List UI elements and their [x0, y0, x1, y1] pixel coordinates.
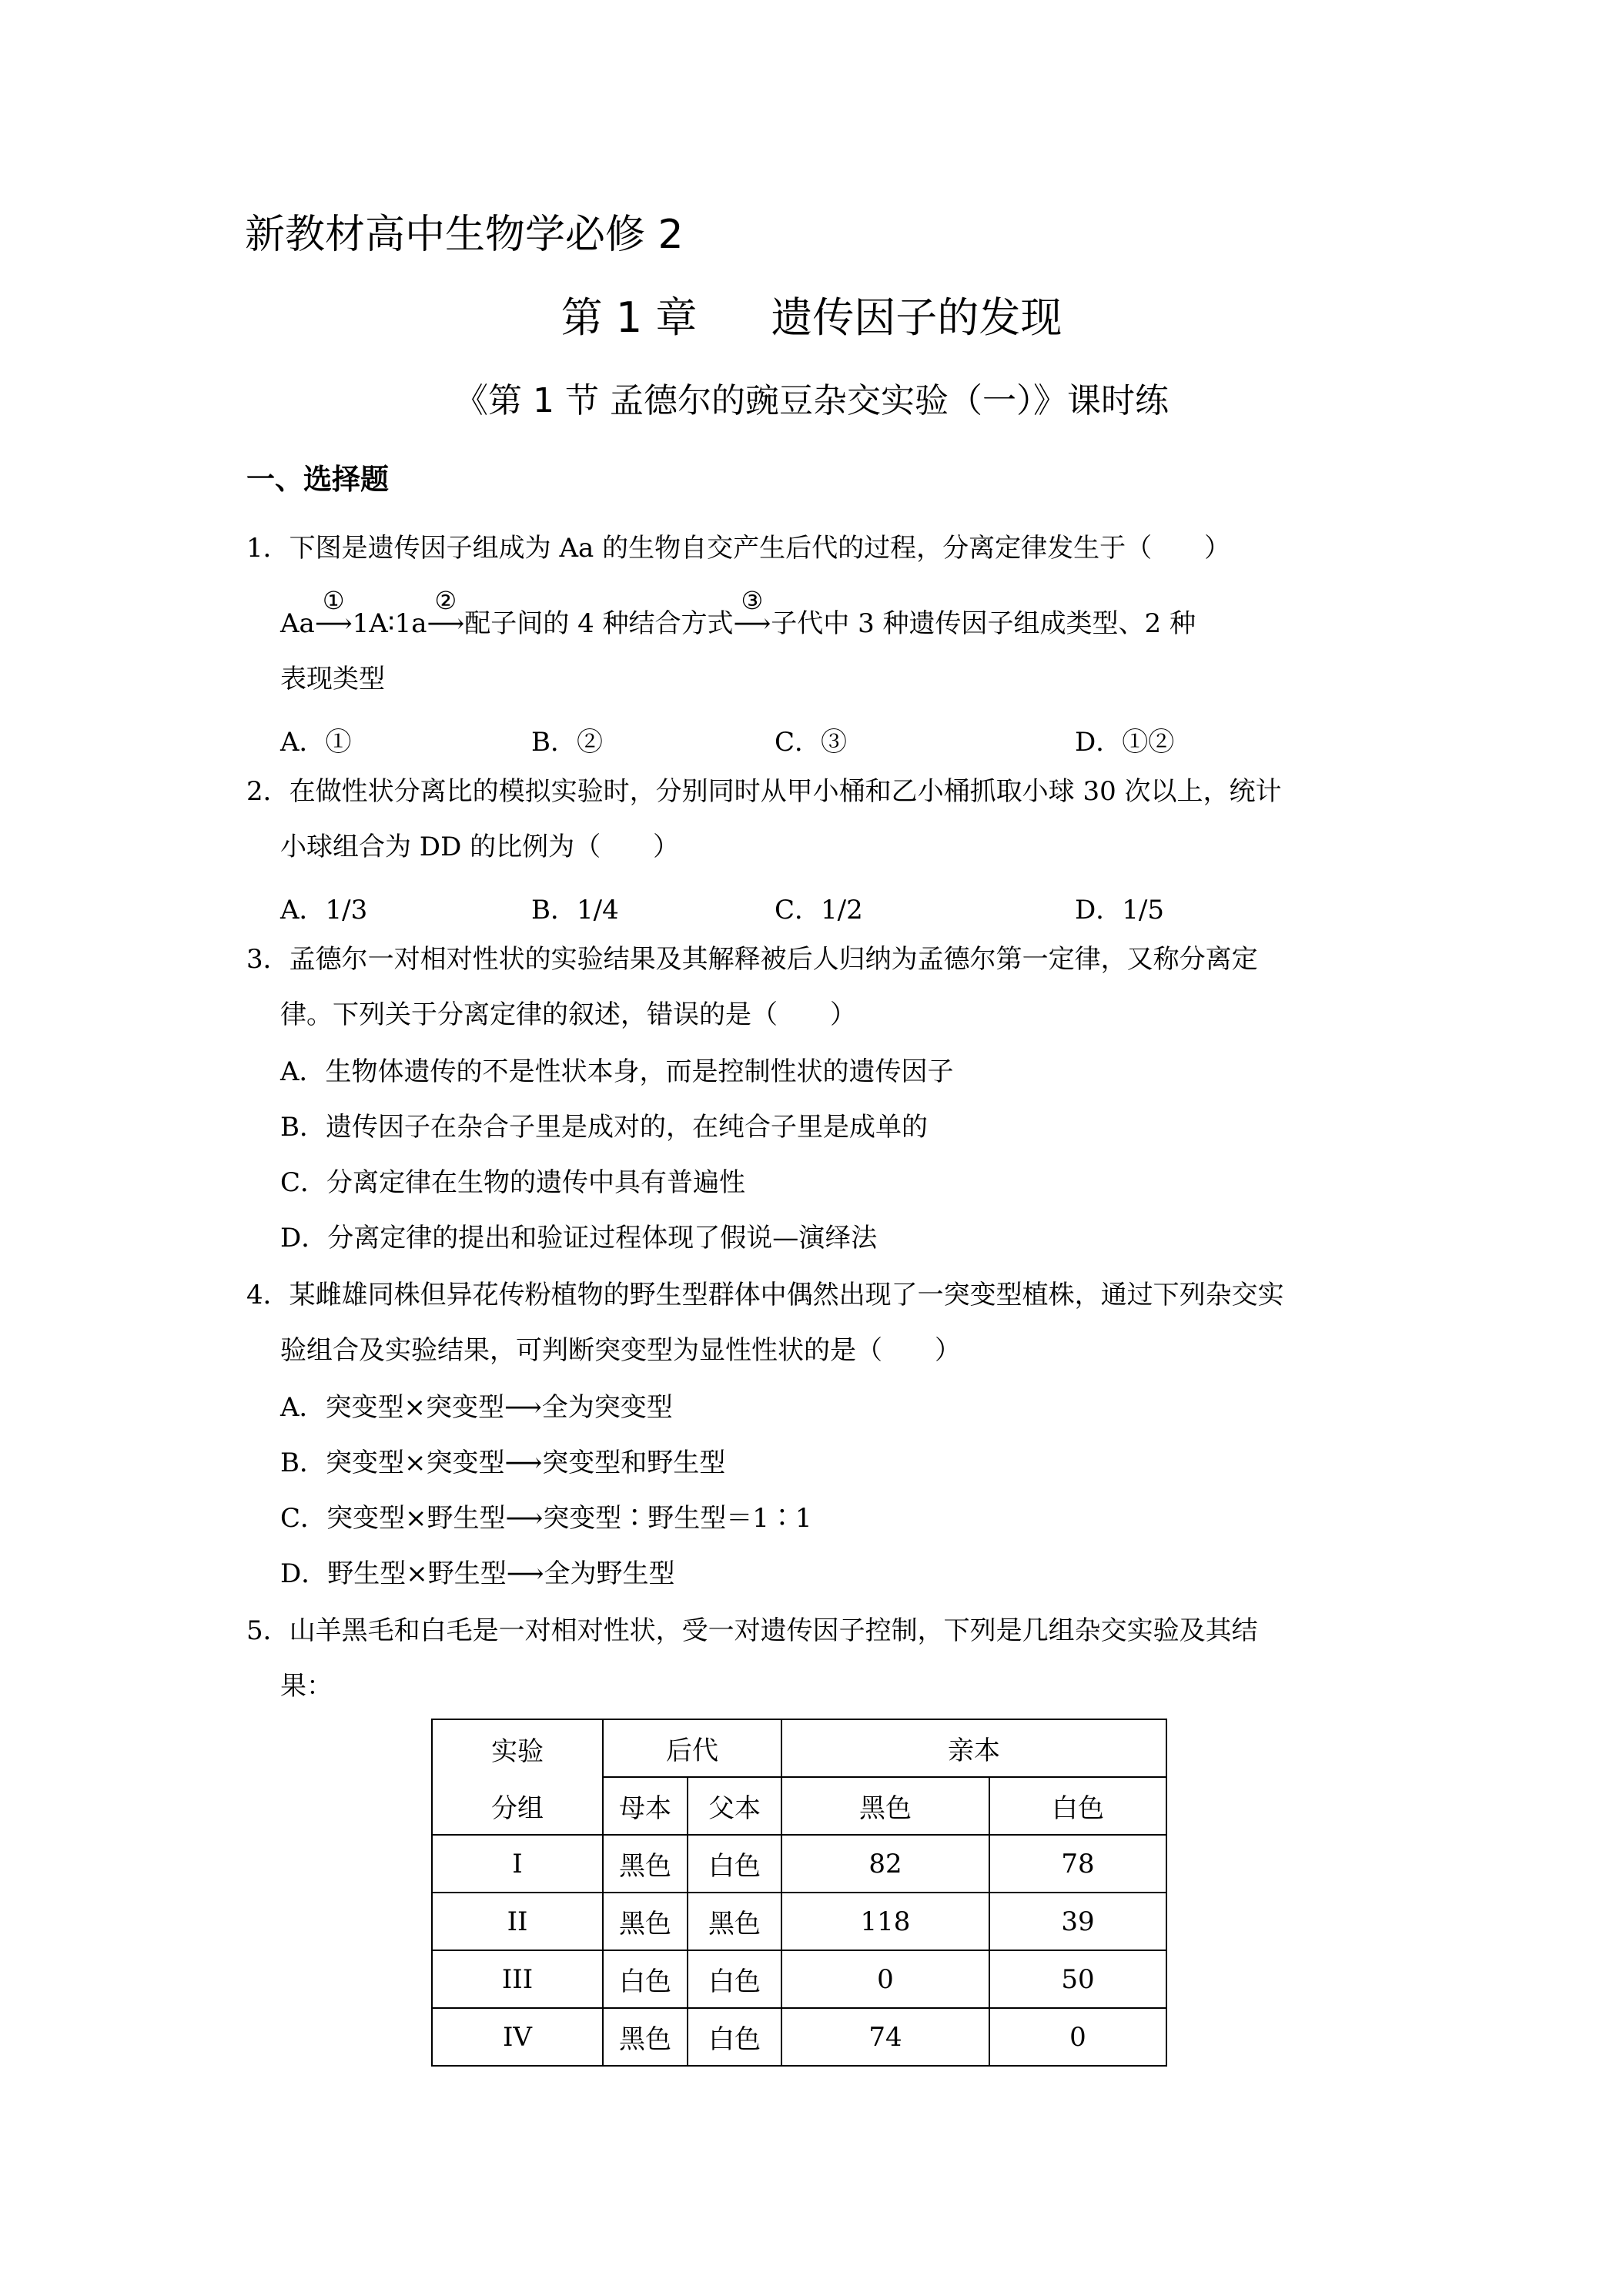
- question-2-stem: 2．在做性状分离比的模拟实验时，分别同时从甲小桶和乙小桶抓取小球 30 次以上，统计: [246, 776, 1282, 807]
- question-4-stem: 4．某雌雄同株但异花传粉植物的野生型群体中偶然出现了一突变型植株，通过下列杂交实: [246, 1280, 1284, 1310]
- cell-black: 118: [781, 1893, 989, 1950]
- table-header-parents: 亲本: [781, 1719, 1166, 1777]
- table-row: [432, 1893, 1166, 1950]
- process-step-1: 1A∶1a: [352, 608, 427, 639]
- cell-white: 0: [989, 2008, 1166, 2066]
- question-3-stem: 3．孟德尔一对相对性状的实验结果及其解释被后人归纳为孟德尔第一定律，又称分离定: [246, 944, 1258, 975]
- question-1-stem: 1．下图是遗传因子组成为 Aa 的生物自交产生后代的过程，分离定律发生于（ ）: [246, 533, 1231, 564]
- option-c: C．1/2: [775, 895, 863, 925]
- question-5-stem-continued: 果：: [280, 1671, 333, 1702]
- cell-father: 白色: [688, 2008, 781, 2066]
- question-5-stem: 5．山羊黑毛和白毛是一对相对性状，受一对遗传因子控制，下列是几组杂交实验及其结: [246, 1615, 1258, 1646]
- table-subheader-mother: 母本: [603, 1777, 688, 1835]
- chapter-name: 遗传因子的发现: [771, 293, 1062, 342]
- question-number: 5．: [246, 1615, 289, 1646]
- question-number: 3．: [246, 944, 289, 975]
- option-a: A．①: [280, 727, 352, 758]
- question-number: 2．: [246, 776, 289, 807]
- process-step-3: 子代中 3 种遗传因子组成类型、2 种: [771, 608, 1196, 639]
- option-c: C．突变型×野生型⟶突变型∶野生型＝1∶1: [280, 1503, 812, 1534]
- cell-black: 82: [781, 1835, 989, 1893]
- cell-group: IV: [432, 2008, 603, 2066]
- table-header-group-bottom: 分组: [432, 1777, 603, 1835]
- cell-mother: 黑色: [603, 2008, 688, 2066]
- table-header-row: [432, 1719, 1166, 1777]
- option-d: D．分离定律的提出和验证过程体现了假说—演绎法: [280, 1223, 878, 1253]
- table-header-group-top: 实验: [432, 1719, 603, 1777]
- option-a: A．生物体遗传的不是性状本身，而是控制性状的遗传因子: [280, 1056, 954, 1087]
- cell-black: 74: [781, 2008, 989, 2066]
- question-2-stem-continued: 小球组合为 DD 的比例为（ ）: [280, 832, 680, 862]
- table-header-offspring: 后代: [603, 1719, 781, 1777]
- option-c: C．分离定律在生物的遗传中具有普遍性: [280, 1167, 746, 1198]
- question-number: 4．: [246, 1280, 289, 1310]
- cell-mother: 黑色: [603, 1893, 688, 1950]
- cell-group: III: [432, 1950, 603, 2008]
- table-subheader-row: [432, 1777, 1166, 1835]
- cell-father: 白色: [688, 1950, 781, 2008]
- cell-mother: 黑色: [603, 1835, 688, 1893]
- cell-father: 白色: [688, 1835, 781, 1893]
- cross-results-table: [431, 1719, 1167, 2067]
- table-subheader-black: 黑色: [781, 1777, 989, 1835]
- cell-group: II: [432, 1893, 603, 1950]
- option-b: B．②: [531, 727, 603, 758]
- table-row: [432, 1835, 1166, 1893]
- cell-mother: 白色: [603, 1950, 688, 2008]
- chapter-number: 第 1 章: [561, 293, 698, 342]
- cell-white: 50: [989, 1950, 1166, 2008]
- table-row: [432, 2008, 1166, 2066]
- cell-black: 0: [781, 1950, 989, 2008]
- option-c: C．③: [775, 727, 848, 758]
- part-heading: 一、选择题: [246, 463, 389, 496]
- question-4-stem-continued: 验组合及实验结果，可判断突变型为显性性状的是（ ）: [280, 1335, 961, 1366]
- question-3-stem-continued: 律。下列关于分离定律的叙述，错误的是（ ）: [280, 999, 856, 1030]
- table-row: [432, 1950, 1166, 2008]
- process-start: Aa: [280, 608, 315, 639]
- cell-father: 黑色: [688, 1893, 781, 1950]
- option-a: A．突变型×突变型⟶全为突变型: [280, 1392, 673, 1423]
- question-number: 1．: [246, 533, 289, 564]
- option-d: D．①②: [1075, 727, 1175, 758]
- option-b: B．突变型×突变型⟶突变型和野生型: [280, 1448, 726, 1478]
- option-b: B．遗传因子在杂合子里是成对的，在纯合子里是成单的: [280, 1112, 928, 1143]
- process-step-2: 配子间的 4 种结合方式: [464, 608, 734, 639]
- question-1-process: [280, 586, 1196, 639]
- table-subheader-father: 父本: [688, 1777, 781, 1835]
- process-arrow-2: ② ⟶: [427, 586, 465, 639]
- cell-white: 39: [989, 1893, 1166, 1950]
- table-subheader-white: 白色: [989, 1777, 1166, 1835]
- process-arrow-1: ① ⟶: [314, 586, 353, 639]
- cell-group: I: [432, 1835, 603, 1893]
- option-d: D．野生型×野生型⟶全为野生型: [280, 1558, 675, 1589]
- cell-white: 78: [989, 1835, 1166, 1893]
- process-step-3-continued: 表现类型: [280, 664, 385, 694]
- section-title: 《第 1 节 孟德尔的豌豆杂交实验（一）》课时练: [454, 381, 1169, 420]
- option-d: D．1/5: [1075, 895, 1164, 925]
- option-a: A．1/3: [280, 895, 368, 925]
- option-b: B．1/4: [531, 895, 619, 925]
- chapter-title: [0, 285, 1623, 344]
- process-arrow-3: ③ ⟶: [733, 586, 771, 639]
- main-title: 新教材高中生物学必修 2: [245, 212, 684, 258]
